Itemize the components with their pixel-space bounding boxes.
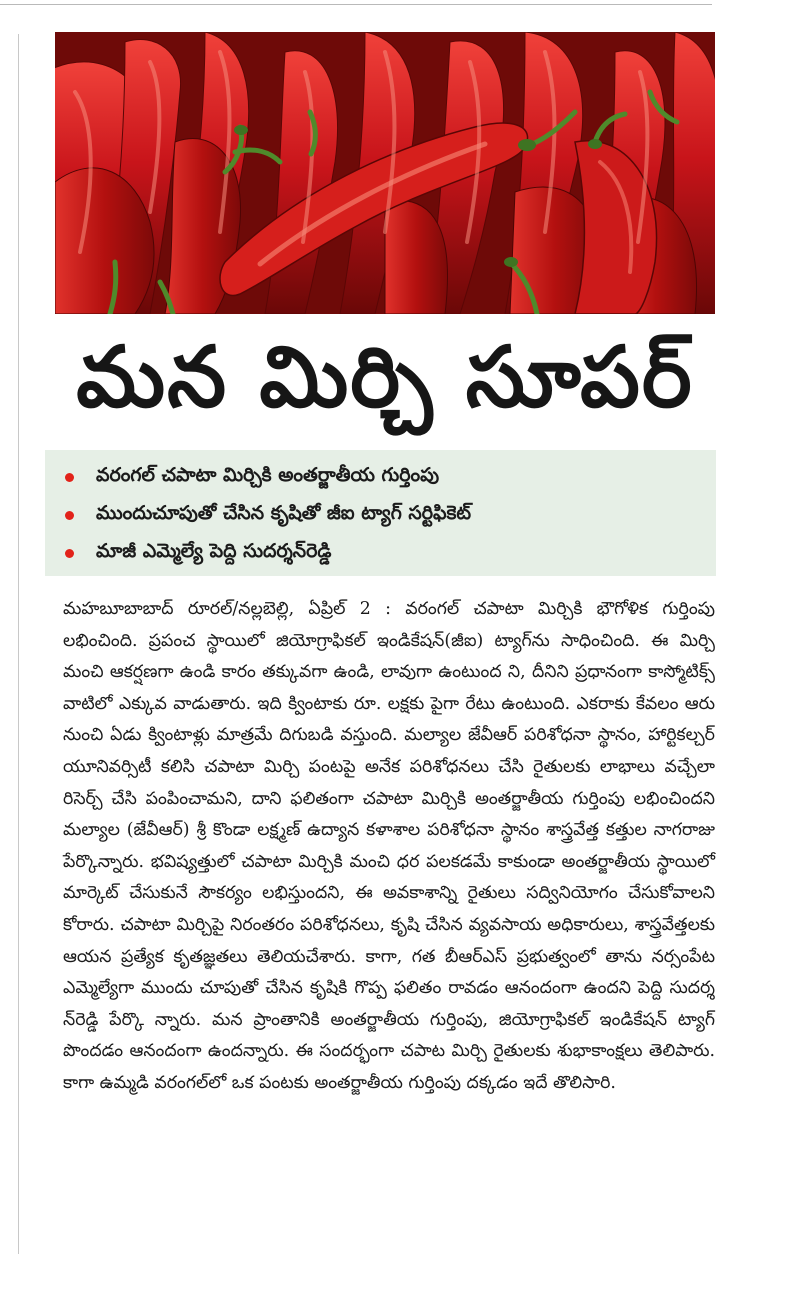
highlight-text: మాజీ ఎమ్మెల్యే పెద్ది సుదర్శన్‌రెడ్డి [96, 539, 332, 562]
highlight-text: వరంగల్ చపాటా మిర్చికి అంతర్జాతీయ గుర్తింపు [96, 463, 440, 486]
bullet-icon [65, 549, 74, 558]
red-chilies-photo [55, 32, 715, 314]
bullet-icon [65, 473, 74, 482]
headline: మన మిర్చి సూపర్ [76, 328, 694, 426]
highlights-box [45, 450, 716, 576]
bullet-icon [65, 511, 74, 520]
highlight-item [65, 496, 704, 534]
red-chilies-illustration [55, 32, 715, 314]
article-body: మహబూబాబాద్ రూరల్/నల్లబెల్లి, ఏప్రిల్ 2 : వరంగల్ చపాటా మిర్చికి భౌగోళిక గుర్తింపు లభించింది. ప్రపంచ స్థాయిలో జియోగ్రాఫికల్ ఇండికేషన్(జీఐ) ట్యాగ్‌ను సాధించింది. ఈ మిర్చి మంచి ఆకర్షణగా ఉండి కారం తక్కువగా ఉండి, లావుగా ఉంటుంద ని, దీనిని ప్రధానంగా కాస్మోటిక్స్ వాటిలో ఎక్కువ వాడుతారు. ఇది క్వింటాకు రూ. లక్షకు పైగా రేటు ఉంటుంది. ఎకరాకు కేవలం ఆరు నుంచి ఏడు క్వింటాళ్లు మాత్రమే దిగుబడి వస్తుంది. మల్యాల జేవీఆర్ పరిశోధనా స్థానం, హార్టికల్చర్ యూనివర్సిటీ కలిసి చపాటా మిర్చి పంటపై అనేక పరిశోధనలు చేసి రైతులకు లాభాలు వచ్చేలా రిసెర్చ్ చేసి పంపించామని, దాని ఫలితంగా చపాటా మిర్చికి అంతర్జాతీయ గుర్తింపు లభించిందని మల్యాల (జేవీఆర్) శ్రీ కొండా లక్ష్మణ్ ఉద్యాన కళాశాల పరిశోధనా స్థానం శాస్త్రవేత్త కత్తుల నాగరాజు పేర్కొన్నారు. భవిష్యత్తులో చపాటా మిర్చికి మంచి ధర పలకడమే కాకుండా అంతర్జాతీయ స్థాయిలో మార్కెట్ చేసుకునే సౌకర్యం లభిస్తుందని, ఈ అవకాశాన్ని రైతులు సద్వినియోగం చేసుకోవాలని కోరారు. చపాటా మిర్చిపై నిరంతరం పరిశోధనలు, కృషి చేసిన వ్యవసాయ అధికారులు, శాస్త్రవేత్తలకు ఆయన ప్రత్యేక కృతజ్ఞతలు తెలియచేశారు. కాగా, గత బీఆర్ఎస్ ప్రభుత్వంలో తాను నర్సంపేట ఎమ్మెల్యేగా ముందు చూపుతో చేసిన కృషికి గొప్ప ఫలితం రావడం ఆనందంగా ఉందని పెద్ది సుదర్శ న్‌రెడ్డి పేర్కొ న్నారు. మన ప్రాంతానికి అంతర్జాతీయ గుర్తింపు, జియోగ్రాఫికల్ ఇండికేషన్ ట్యాగ్ పొందడం ఆనందంగా ఉందన్నారు. ఈ సందర్భంగా చపాట మిర్చి రైతులకు శుభాకాంక్షలు తెలిపారు. కాగా ఉమ్మడి వరంగల్‌లో ఒక పంటకు అంతర్జాతీయ గుర్తింపు దక్కడం ఇదే తొలిసారి. [63, 599, 715, 1093]
highlight-item [65, 458, 704, 496]
highlight-text: ముందుచూపుతో చేసిన కృషితో జీఐ ట్యాగ్ సర్టిఫికెట్ [96, 501, 472, 524]
top-rule [0, 4, 712, 5]
column-divider [18, 34, 19, 1254]
highlight-item [65, 534, 704, 572]
